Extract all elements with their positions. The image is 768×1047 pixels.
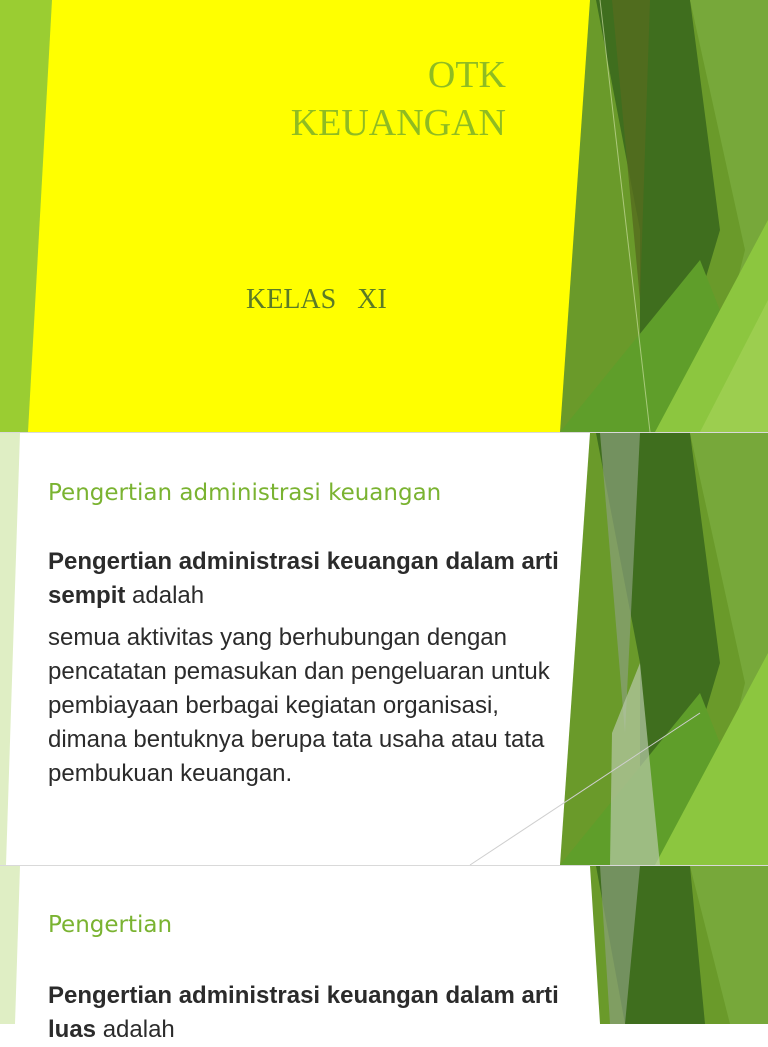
slide-heading: Pengertian xyxy=(48,912,173,938)
definition-connector: adalah xyxy=(96,1016,175,1043)
definition-narrow-intro xyxy=(48,545,618,613)
green-facets-decoration xyxy=(0,0,768,432)
definition-narrow-text: semua aktivitas yang berhubungan dengan pencatatan pemasukan dan pengeluaran untuk pembiayaan berbagai kegiatan organisasi, dimana bentuknya berupa tata usaha atau tata pembukuan keuangan. xyxy=(48,624,550,787)
slide-heading: Pengertian administrasi keuangan xyxy=(48,480,442,506)
definition-term: Pengertian administrasi keuangan dalam arti xyxy=(48,982,559,1009)
definition-broad-intro xyxy=(48,979,618,1047)
definition-connector: adalah xyxy=(125,582,205,609)
definition-term: Pengertian administrasi keuangan dalam arti sempit xyxy=(48,548,559,609)
slide-definition-narrow xyxy=(0,433,768,865)
slide-title xyxy=(0,0,768,432)
title-line-1: OTK xyxy=(427,54,506,96)
title-line-2: KEUANGAN xyxy=(290,102,506,144)
definition-term-continued: luas xyxy=(48,1016,97,1043)
slide-definition-broad xyxy=(0,866,768,1043)
subtitle: KELAS XI xyxy=(246,284,387,315)
